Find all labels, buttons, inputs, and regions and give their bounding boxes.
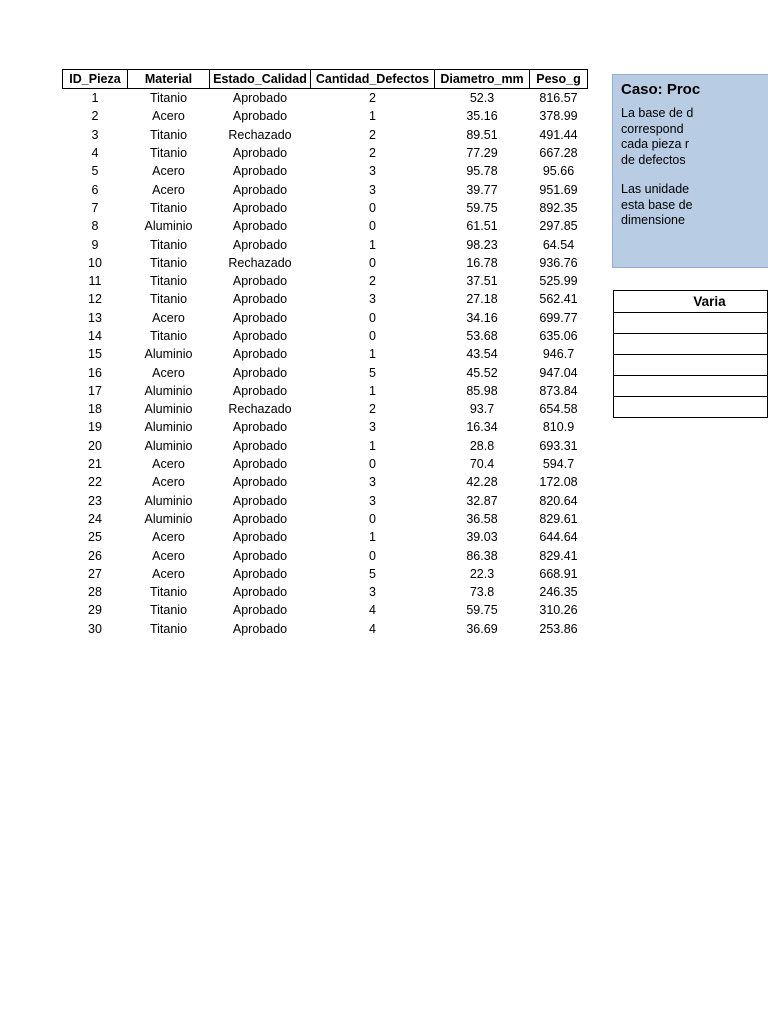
cell-diametro-mm[interactable]: 77.29	[466, 146, 498, 161]
cell-estado-calidad[interactable]: Aprobado	[232, 530, 288, 545]
cell-material[interactable]: Titanio	[149, 274, 188, 289]
cell-estado-calidad[interactable]: Aprobado	[232, 511, 288, 526]
cell-material[interactable]: Titanio	[149, 255, 188, 270]
cell-cantidad-defectos[interactable]: 2	[369, 402, 376, 417]
cell-cantidad-defectos[interactable]: 2	[369, 274, 376, 289]
cell-id-pieza[interactable]: 7	[91, 200, 99, 215]
cell-id-pieza[interactable]: 6	[91, 182, 99, 197]
case-line: esta base de	[621, 197, 693, 212]
cell-material[interactable]: Acero	[152, 475, 185, 490]
variables-table	[613, 290, 768, 418]
cell-id-pieza[interactable]: 3	[91, 127, 99, 142]
table-row	[63, 546, 588, 564]
cell-peso-g[interactable]: 644.64	[539, 530, 578, 545]
cell-material[interactable]: Acero	[152, 566, 185, 581]
cell-id-pieza[interactable]: 15	[88, 347, 102, 362]
case-paragraph-2	[621, 182, 763, 229]
variables-header[interactable]: Varia	[614, 291, 768, 313]
cell-cantidad-defectos[interactable]: 0	[369, 310, 376, 325]
data-table	[62, 69, 588, 638]
table-row	[63, 235, 588, 253]
cell-peso-g[interactable]: 562.41	[539, 292, 578, 307]
variables-row	[614, 334, 768, 355]
cell-peso-g[interactable]: 594.7	[542, 457, 575, 472]
table-row	[63, 528, 588, 546]
cell-cantidad-defectos[interactable]: 0	[369, 219, 376, 234]
header-estado-calidad[interactable]: Estado_Calidad	[210, 70, 311, 89]
cell-material[interactable]: Titanio	[149, 621, 188, 636]
cell-material[interactable]: Titanio	[149, 200, 188, 215]
case-line: de defectos	[621, 152, 686, 167]
table-row	[63, 437, 588, 455]
cell-peso-g[interactable]: 491.44	[539, 127, 578, 142]
table-row	[63, 583, 588, 601]
table-row	[63, 89, 588, 108]
cell-estado-calidad[interactable]: Aprobado	[232, 219, 288, 234]
cell-diametro-mm[interactable]: 85.98	[466, 383, 498, 398]
variables-cell[interactable]	[614, 334, 768, 355]
variables-row	[614, 397, 768, 418]
cell-id-pieza[interactable]: 13	[88, 310, 102, 325]
header-cantidad-defectos[interactable]: Cantidad_Defectos	[311, 70, 435, 89]
cell-id-pieza[interactable]: 23	[88, 493, 102, 508]
table-row	[63, 620, 588, 638]
cell-estado-calidad[interactable]: Rechazado	[228, 127, 292, 142]
cell-material[interactable]: Acero	[152, 530, 185, 545]
header-peso-g[interactable]: Peso_g	[530, 70, 588, 89]
table-row	[63, 126, 588, 144]
cell-diametro-mm[interactable]: 27.18	[466, 292, 498, 307]
cell-id-pieza[interactable]: 11	[88, 274, 102, 289]
cell-material[interactable]: Acero	[152, 365, 185, 380]
variables-cell[interactable]	[614, 376, 768, 397]
cell-cantidad-defectos[interactable]: 2	[369, 146, 376, 161]
cell-diametro-mm[interactable]: 98.23	[466, 237, 498, 252]
cell-material[interactable]: Aluminio	[144, 347, 193, 362]
cell-cantidad-defectos[interactable]: 2	[369, 91, 376, 106]
cell-estado-calidad[interactable]: Aprobado	[232, 603, 288, 618]
cell-estado-calidad[interactable]: Aprobado	[232, 493, 288, 508]
cell-diametro-mm[interactable]: 93.7	[469, 402, 495, 417]
cell-estado-calidad[interactable]: Aprobado	[232, 383, 288, 398]
cell-diametro-mm[interactable]: 70.4	[469, 457, 495, 472]
cell-cantidad-defectos[interactable]: 0	[369, 511, 376, 526]
case-line: dimensione	[621, 213, 685, 227]
cell-id-pieza[interactable]: 24	[88, 511, 102, 526]
cell-id-pieza[interactable]: 5	[91, 164, 99, 179]
cell-cantidad-defectos[interactable]: 4	[369, 603, 376, 618]
cell-estado-calidad[interactable]: Aprobado	[232, 164, 288, 179]
table-row	[63, 473, 588, 491]
cell-id-pieza[interactable]: 1	[91, 91, 99, 106]
variables-row	[614, 313, 768, 334]
cell-id-pieza[interactable]: 14	[88, 329, 102, 343]
cell-id-pieza[interactable]: 26	[88, 548, 102, 563]
cell-estado-calidad[interactable]: Aprobado	[232, 585, 288, 600]
cell-estado-calidad[interactable]: Aprobado	[232, 292, 288, 307]
cell-cantidad-defectos[interactable]: 3	[369, 292, 376, 307]
cell-peso-g[interactable]: 829.61	[539, 511, 578, 526]
cell-material[interactable]: Acero	[152, 310, 185, 325]
cell-peso-g[interactable]: 816.57	[539, 91, 578, 106]
variables-cell[interactable]	[614, 397, 768, 418]
cell-id-pieza[interactable]: 29	[88, 603, 102, 618]
cell-estado-calidad[interactable]: Aprobado	[232, 274, 288, 289]
variables-cell[interactable]	[614, 313, 768, 334]
cell-material[interactable]: Aluminio	[144, 511, 193, 526]
cell-peso-g[interactable]: 635.06	[539, 329, 578, 343]
cell-estado-calidad[interactable]: Aprobado	[232, 621, 288, 636]
cell-material[interactable]: Titanio	[149, 91, 188, 106]
cell-cantidad-defectos[interactable]: 3	[369, 164, 376, 179]
cell-id-pieza[interactable]: 25	[88, 530, 102, 545]
table-row	[63, 199, 588, 217]
case-line: cada pieza r	[621, 137, 690, 151]
table-row	[63, 144, 588, 162]
cell-estado-calidad[interactable]: Aprobado	[232, 310, 288, 325]
cell-estado-calidad[interactable]: Aprobado	[232, 146, 288, 161]
cell-peso-g[interactable]: 525.99	[539, 274, 578, 289]
cell-estado-calidad[interactable]: Aprobado	[232, 200, 288, 215]
cell-estado-calidad[interactable]: Aprobado	[232, 347, 288, 362]
table-row	[63, 327, 588, 345]
cell-id-pieza[interactable]: 10	[88, 255, 102, 270]
cell-material[interactable]: Acero	[152, 548, 185, 563]
cell-id-pieza[interactable]: 4	[91, 146, 99, 161]
table-row	[63, 510, 588, 528]
cell-cantidad-defectos[interactable]: 0	[369, 255, 376, 270]
cell-diametro-mm[interactable]: 32.87	[466, 493, 498, 508]
cell-diametro-mm[interactable]: 39.03	[466, 530, 498, 545]
header-material[interactable]: Material	[128, 70, 210, 89]
table-row	[63, 400, 588, 418]
cell-estado-calidad[interactable]: Aprobado	[232, 237, 288, 252]
cell-peso-g[interactable]: 810.9	[542, 420, 575, 435]
cell-peso-g[interactable]: 947.04	[539, 365, 578, 380]
variables-row	[614, 376, 768, 397]
table-row	[63, 382, 588, 400]
cell-estado-calidad[interactable]: Aprobado	[232, 91, 288, 106]
cell-peso-g[interactable]: 172.08	[539, 475, 578, 490]
cell-diametro-mm[interactable]: 86.38	[466, 548, 498, 563]
table-row	[63, 217, 588, 235]
cell-cantidad-defectos[interactable]: 4	[369, 621, 376, 636]
cell-diametro-mm[interactable]: 43.54	[466, 347, 498, 362]
cell-material[interactable]: Aluminio	[144, 493, 193, 508]
cell-id-pieza[interactable]: 21	[88, 457, 102, 472]
cell-material[interactable]: Titanio	[149, 146, 188, 161]
cell-id-pieza[interactable]: 17	[88, 383, 102, 398]
cell-peso-g[interactable]: 820.64	[539, 493, 578, 508]
cell-id-pieza[interactable]: 2	[91, 109, 99, 124]
cell-estado-calidad[interactable]: Aprobado	[232, 365, 288, 380]
table-header-row	[63, 70, 588, 89]
table-row	[63, 180, 588, 198]
cell-id-pieza[interactable]: 18	[88, 402, 102, 417]
cell-peso-g[interactable]: 951.69	[539, 182, 578, 197]
table-row	[63, 254, 588, 272]
cell-material[interactable]: Acero	[152, 109, 185, 124]
cell-estado-calidad[interactable]: Aprobado	[232, 548, 288, 563]
cell-estado-calidad[interactable]: Rechazado	[228, 255, 292, 270]
cell-peso-g[interactable]: 829.41	[539, 548, 578, 563]
cell-id-pieza[interactable]: 20	[88, 438, 102, 453]
table-body	[63, 89, 588, 638]
cell-peso-g[interactable]: 297.85	[539, 219, 578, 234]
case-line: Las unidade	[621, 182, 690, 196]
cell-id-pieza[interactable]: 12	[88, 292, 102, 307]
table-row	[63, 107, 588, 125]
cell-material[interactable]: Titanio	[149, 329, 188, 343]
table-row	[63, 345, 588, 363]
cell-material[interactable]: Aluminio	[144, 438, 193, 453]
cell-diametro-mm[interactable]: 53.68	[466, 329, 498, 343]
case-line: La base de d	[621, 106, 694, 120]
cell-material[interactable]: Titanio	[149, 292, 188, 307]
cell-id-pieza[interactable]: 19	[88, 420, 102, 435]
table-row	[63, 363, 588, 381]
case-paragraph-1	[621, 106, 763, 168]
cell-estado-calidad[interactable]: Aprobado	[232, 420, 288, 435]
cell-cantidad-defectos[interactable]: 5	[369, 365, 376, 380]
cell-material[interactable]: Acero	[152, 182, 185, 197]
cell-diametro-mm[interactable]: 59.75	[466, 603, 498, 618]
cell-diametro-mm[interactable]: 52.3	[469, 91, 495, 106]
cell-diametro-mm[interactable]: 95.78	[466, 164, 498, 179]
cell-estado-calidad[interactable]: Aprobado	[232, 109, 288, 124]
cell-diametro-mm[interactable]: 37.51	[466, 274, 498, 289]
table-row	[63, 309, 588, 327]
cell-material[interactable]: Aluminio	[144, 402, 193, 417]
cell-estado-calidad[interactable]: Aprobado	[232, 329, 288, 343]
cell-diametro-mm[interactable]: 22.3	[469, 566, 495, 581]
case-title: Caso: Proc	[621, 81, 701, 98]
cell-material[interactable]: Titanio	[149, 127, 188, 142]
table-row	[63, 455, 588, 473]
cell-id-pieza[interactable]: 27	[88, 566, 102, 581]
cell-cantidad-defectos[interactable]: 1	[369, 237, 376, 252]
cell-diametro-mm[interactable]: 35.16	[466, 109, 498, 124]
cell-diametro-mm[interactable]: 89.51	[466, 127, 498, 142]
cell-material[interactable]: Titanio	[149, 603, 188, 618]
table-row	[63, 418, 588, 436]
cell-cantidad-defectos[interactable]: 0	[369, 329, 376, 343]
cell-id-pieza[interactable]: 30	[88, 621, 102, 636]
cell-material[interactable]: Acero	[152, 457, 185, 472]
cell-estado-calidad[interactable]: Rechazado	[228, 402, 292, 417]
cell-estado-calidad[interactable]: Aprobado	[232, 457, 288, 472]
cell-cantidad-defectos[interactable]: 0	[369, 200, 376, 215]
variables-row	[614, 355, 768, 376]
cell-cantidad-defectos[interactable]: 3	[369, 182, 376, 197]
cell-material[interactable]: Aluminio	[144, 219, 193, 234]
cell-id-pieza[interactable]: 28	[88, 585, 102, 600]
cell-peso-g[interactable]: 64.54	[542, 237, 575, 252]
table-row	[63, 492, 588, 510]
cell-diametro-mm[interactable]: 16.78	[466, 255, 498, 270]
cell-peso-g[interactable]: 246.35	[539, 585, 578, 600]
cell-diametro-mm[interactable]: 36.58	[466, 511, 498, 526]
cell-material[interactable]: Acero	[152, 164, 185, 179]
cell-diametro-mm[interactable]: 59.75	[466, 200, 498, 215]
cell-peso-g[interactable]: 654.58	[539, 402, 578, 417]
cell-cantidad-defectos[interactable]: 3	[369, 420, 376, 435]
cell-diametro-mm[interactable]: 36.69	[466, 621, 498, 636]
cell-peso-g[interactable]: 936.76	[539, 255, 578, 270]
case-line: correspond	[621, 121, 684, 136]
cell-diametro-mm[interactable]: 42.28	[466, 475, 498, 490]
table-row	[63, 290, 588, 308]
variables-header-row	[614, 291, 768, 313]
cell-material[interactable]: Aluminio	[144, 383, 193, 398]
cell-cantidad-defectos[interactable]: 5	[369, 566, 376, 581]
cell-peso-g[interactable]: 253.86	[539, 621, 578, 636]
table-row	[63, 162, 588, 180]
cell-cantidad-defectos[interactable]: 0	[369, 548, 376, 563]
variables-body	[614, 313, 768, 418]
cell-cantidad-defectos[interactable]: 1	[369, 109, 376, 124]
cell-diametro-mm[interactable]: 16.34	[466, 420, 498, 435]
table-row	[63, 565, 588, 583]
header-diametro-mm[interactable]: Diametro_mm	[435, 70, 530, 89]
cell-peso-g[interactable]: 378.99	[539, 109, 578, 124]
cell-material[interactable]: Titanio	[149, 237, 188, 252]
cell-estado-calidad[interactable]: Aprobado	[232, 475, 288, 490]
cell-peso-g[interactable]: 693.31	[539, 438, 578, 453]
cell-peso-g[interactable]: 946.7	[542, 347, 575, 362]
cell-peso-g[interactable]: 667.28	[539, 146, 578, 161]
case-description-box[interactable]	[612, 74, 768, 268]
cell-peso-g[interactable]: 310.26	[539, 603, 578, 618]
table-row	[63, 272, 588, 290]
cell-diametro-mm[interactable]: 28.8	[469, 438, 495, 453]
cell-cantidad-defectos[interactable]: 3	[369, 585, 376, 600]
cell-cantidad-defectos[interactable]: 1	[369, 438, 376, 453]
cell-estado-calidad[interactable]: Aprobado	[232, 438, 288, 453]
cell-cantidad-defectos[interactable]: 1	[369, 383, 376, 398]
table-row	[63, 601, 588, 619]
cell-diametro-mm[interactable]: 73.8	[469, 585, 495, 600]
cell-id-pieza[interactable]: 9	[91, 237, 99, 252]
cell-material[interactable]: Titanio	[149, 585, 188, 600]
cell-peso-g[interactable]: 892.35	[539, 200, 578, 215]
cell-diametro-mm[interactable]: 61.51	[466, 219, 498, 234]
cell-peso-g[interactable]: 95.66	[542, 164, 575, 179]
cell-diametro-mm[interactable]: 34.16	[466, 310, 498, 325]
cell-peso-g[interactable]: 699.77	[539, 310, 578, 325]
cell-cantidad-defectos[interactable]: 1	[369, 347, 376, 362]
cell-cantidad-defectos[interactable]: 1	[369, 530, 376, 545]
cell-estado-calidad[interactable]: Aprobado	[232, 182, 288, 197]
variables-cell[interactable]	[614, 355, 768, 376]
cell-diametro-mm[interactable]: 45.52	[466, 365, 498, 380]
cell-id-pieza[interactable]: 16	[88, 365, 102, 380]
cell-cantidad-defectos[interactable]: 0	[369, 457, 376, 472]
cell-material[interactable]: Aluminio	[144, 420, 193, 435]
cell-diametro-mm[interactable]: 39.77	[466, 182, 498, 197]
header-id-pieza[interactable]: ID_Pieza	[63, 70, 128, 89]
cell-id-pieza[interactable]: 22	[88, 475, 102, 490]
cell-cantidad-defectos[interactable]: 3	[369, 475, 376, 490]
cell-peso-g[interactable]: 873.84	[539, 383, 578, 398]
cell-id-pieza[interactable]: 8	[91, 219, 99, 234]
cell-peso-g[interactable]: 668.91	[539, 566, 578, 581]
cell-cantidad-defectos[interactable]: 3	[369, 493, 376, 508]
cell-cantidad-defectos[interactable]: 2	[369, 127, 376, 142]
cell-estado-calidad[interactable]: Aprobado	[232, 566, 288, 581]
